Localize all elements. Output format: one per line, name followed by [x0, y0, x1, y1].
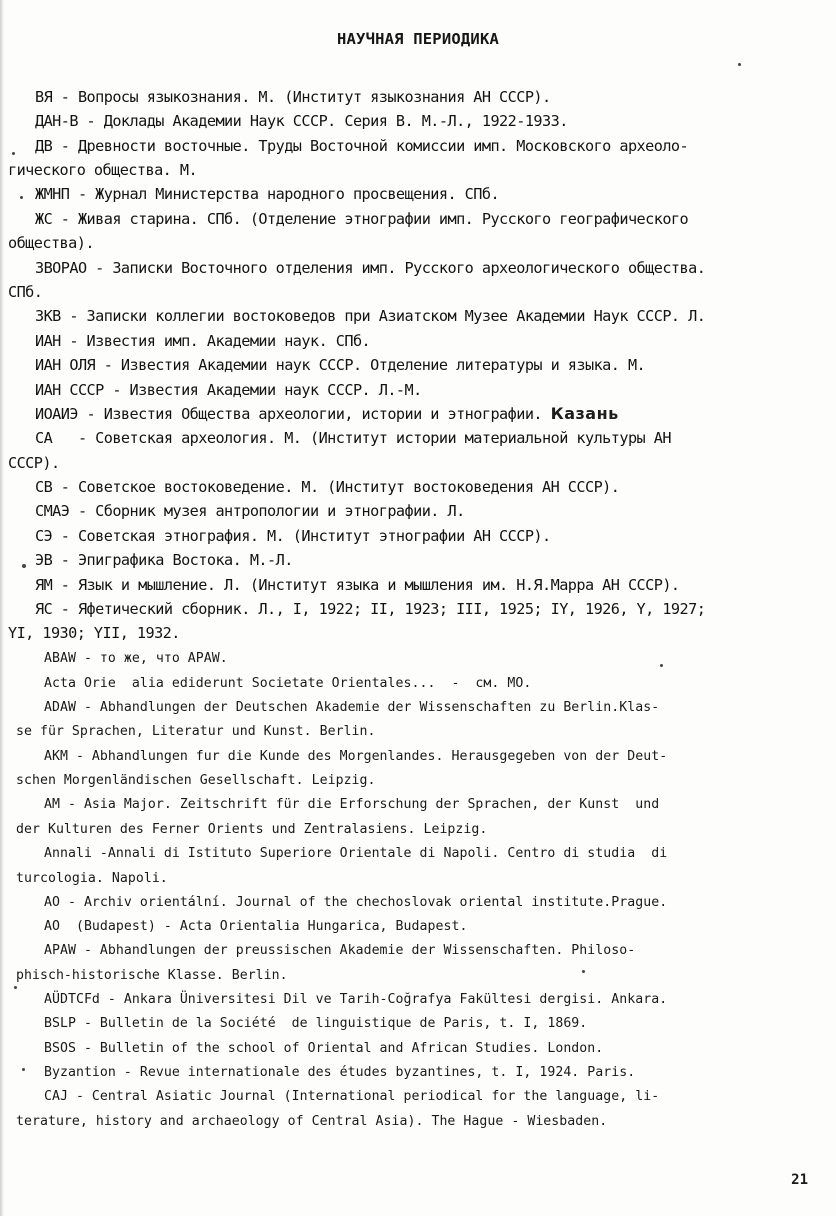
entry-line: AÜDTCFd - Ankara Üniversitesi Dil ve Tarih-Coğrafya Fakültesi dergisi. Ankara.	[44, 992, 668, 1007]
entry-line: AM - Asia Major. Zeitschrift für die Erforschung der Sprachen, der Kunst und	[44, 797, 660, 812]
scan-speck	[22, 564, 26, 568]
entry-line: ЭВ - Эпиграфика Востока. М.-Л.	[35, 551, 293, 569]
entry-line: ИАН - Известия имп. Академии наук. СПб.	[35, 332, 371, 350]
entry-line: ЯС - Яфетический сборник. Л., I, 1922; II, 1923; III, 1925; IY, 1926, Y, 1927;	[35, 600, 706, 618]
entry-line: schen Morgenländischen Gesellschaft. Leipzig.	[16, 773, 376, 788]
entry-line: Acta Orie alia ediderunt Societate Orientales... - см. МО.	[44, 676, 532, 691]
page-title: НАУЧНАЯ ПЕРИОДИКА	[336, 30, 500, 48]
entry-line: der Kulturen des Ferner Orients und Zentralasiens. Leipzig.	[16, 822, 488, 837]
entry-line: СВ - Советское востоковедение. М. (Институт востоковедения АН СССР).	[35, 478, 620, 496]
entry-line: Annali -Annali di Istituto Superiore Orientale di Napoli. Centro di studia di	[44, 846, 668, 861]
entry-line: общества).	[8, 234, 94, 252]
entry-line	[35, 404, 619, 424]
entry-line: ADAW - Abhandlungen der Deutschen Akademie der Wissenschaften zu Berlin.Klas-	[44, 700, 660, 715]
entry-line: YI, 1930; YII, 1932.	[8, 624, 180, 642]
entry-line: ИАН СССР - Известия Академии наук СССР. Л.-М.	[35, 381, 422, 399]
entry-line: СМАЭ - Сборник музея антропологии и этнографии. Л.	[35, 502, 465, 520]
entry-line: turcologia. Napoli.	[16, 871, 168, 886]
entry-line: ЖМНП - Журнал Министерства народного просвещения. СПб.	[35, 185, 500, 203]
scan-speck	[738, 63, 741, 66]
entry-line: BSLP - Bulletin de la Société de linguistique de Paris, t. I, 1869.	[44, 1016, 588, 1031]
entry-line: ВЯ - Вопросы языкознания. М. (Институт языкознания АН СССР).	[35, 88, 551, 106]
scan-speck	[22, 1068, 25, 1071]
scan-speck	[582, 970, 585, 973]
entry-line: ABAW - то же, что APAW.	[44, 651, 228, 666]
scan-speck	[660, 664, 663, 667]
handwritten-note: Казань	[550, 404, 619, 423]
entry-line: СССР).	[8, 454, 60, 472]
entry-line: APAW - Abhandlungen der preussischen Akademie der Wissenschaften. Philoso-	[44, 943, 636, 958]
entry-line: ДАН-В - Доклады Академии Наук СССР. Серия В. М.-Л., 1922-1933.	[35, 112, 568, 130]
entry-line: AO (Budapest) - Acta Orientalia Hungarica, Budapest.	[44, 919, 468, 934]
entry-line: terature, history and archaeology of Central Asia). The Hague - Wiesbaden.	[16, 1114, 608, 1129]
entry-line: СА - Советская археология. М. (Институт истории материальной культуры АН	[35, 429, 671, 447]
entry-text: ИОАИЭ - Известия Общества археологии, истории и этнографии.	[35, 405, 543, 423]
entry-line: гического общества. М.	[8, 161, 198, 179]
entry-line: AKM - Abhandlungen fur die Kunde des Morgenlandes. Herausgegeben von der Deut-	[44, 749, 668, 764]
entry-line: ЗВОРАО - Записки Восточного отделения имп. Русского археологического общества.	[35, 259, 706, 277]
scan-speck	[20, 196, 23, 199]
entry-line: CAJ - Central Asiatic Journal (International periodical for the language, li-	[44, 1089, 660, 1104]
entry-line: ИАН ОЛЯ - Известия Академии наук СССР. Отделение литературы и языка. М.	[35, 356, 646, 374]
scan-speck	[12, 152, 15, 155]
entry-line: ЖС - Живая старина. СПб. (Отделение этнографии имп. Русского географического	[35, 210, 689, 228]
entry-line: ЯМ - Язык и мышление. Л. (Институт языка и мышления им. Н.Я.Марра АН СССР).	[35, 576, 680, 594]
entry-line: ЗКВ - Записки коллегии востоковедов при Азиатском Музее Академии Наук СССР. Л.	[35, 307, 706, 325]
entry-line: СЭ - Советская этнография. М. (Институт этнографии АН СССР).	[35, 527, 551, 545]
entry-line: se für Sprachen, Literatur und Kunst. Berlin.	[16, 724, 376, 739]
entry-line: BSOS - Bulletin of the school of Oriental and African Studies. London.	[44, 1041, 604, 1056]
entry-line: СПб.	[8, 283, 43, 301]
entry-line: ДВ - Древности восточные. Труды Восточной комиссии имп. Московского археоло-	[35, 137, 689, 155]
entry-line: AO - Archiv orientální. Journal of the chechoslovak oriental institute.Prague.	[44, 895, 668, 910]
scan-speck	[14, 986, 17, 989]
entry-line: phisch-historische Klasse. Berlin.	[16, 968, 288, 983]
entry-line: Byzantion - Revue internationale des études byzantines, t. I, 1924. Paris.	[44, 1065, 636, 1080]
page-number: 21	[791, 1172, 808, 1188]
